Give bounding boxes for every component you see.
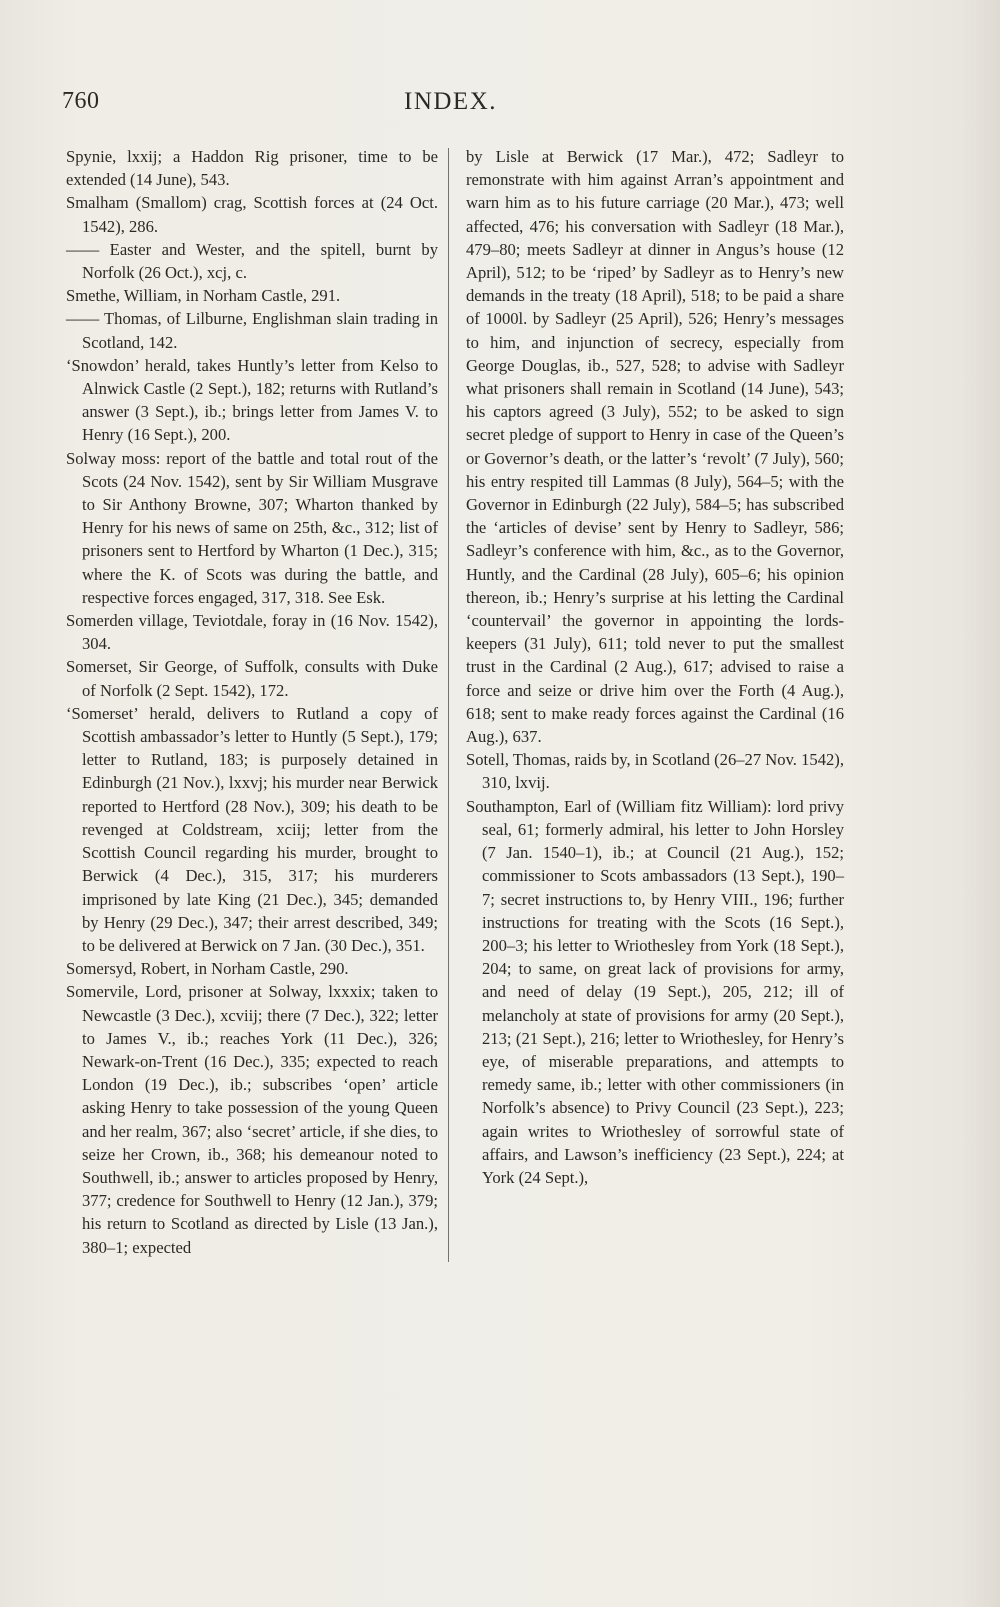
index-subentry: —— Easter and Wester, and the spitell, burnt by Norfolk (26 Oct.), xcj, c. [66, 239, 438, 283]
index-entry: Spynie, lxxij; a Haddon Rig prisoner, time to be extended (14 June), 543. [66, 147, 438, 190]
index-entry: Smalham (Smallom) crag, Scottish forces at (24 Oct. 1542), 286. [66, 193, 438, 236]
right-column [466, 145, 844, 1189]
page-number: 760 [62, 88, 100, 114]
column-divider [448, 148, 449, 1262]
index-entry: by Lisle at Berwick (17 Mar.), 472; Sadleyr to remonstrate with him against Arran’s appointment and warn him as to his future carriage (20 Mar.), 473; well affected, 476; his conversation with Sadleyr (18 Mar.), 479–80; meets Sadleyr at dinner in Angus’s house (12 April), 512; to be ‘riped’ by Sadleyr as to Henry’s new demands in the treaty (18 April), 518; to be paid a share of 1000l. by Sadleyr (25 April), 526; Henry’s messages to him, and injunction of secrecy, especially from George Douglas, ib., 527, 528; to advise with Sadleyr what prisoners shall remain in Scotland (14 June), 543; his captors agreed (3 July), 552; to be asked to sign secret pledge of support to Henry in case of the Queen’s or Governor’s death, or the latter’s ‘revolt’ (7 July), 560; his entry respited till Lammas (8 July), 564–5; with the Governor in Edinburgh (22 July), 584–5; has subscribed the ‘articles of devise’ sent by Henry to Sadleyr, 586; Sadleyr’s conference with him, &c., as to the Governor, Huntly, and the Cardinal (28 July), 605–6; his opinion thereon, ib.; Henry’s surprise at his letting the Cardinal ‘countervail’ the governor in appointing the lords-keepers (31 July), 611; told never to put the smallest trust in the Cardinal (2 Aug.), 617; advised to raise a force and seize or drive him over the Forth (4 Aug.), 618; sent to make ready forces against the Cardinal (16 Aug.), 637. [466, 147, 844, 747]
running-title: INDEX. [404, 88, 498, 115]
index-entry: Somerset, Sir George, of Suffolk, consults with Duke of Norfolk (2 Sept. 1542), 172. [66, 657, 438, 700]
index-subentry: —— Thomas, of Lilburne, Englishman slain trading in Scotland, 142. [66, 309, 438, 352]
index-entry: Somersyd, Robert, in Norham Castle, 290. [66, 959, 349, 979]
page-header [62, 88, 912, 128]
left-column [66, 145, 438, 1259]
index-entry: Southampton, Earl of (William fitz William): lord privy seal, 61; formerly admiral, his letter to John Horsley (7 Jan. 1540–1), ib.; at Council (21 Aug.), 152; commissioner to Scots ambassadors (13 Sept.), 190–7; secret instructions to, by Henry VIII., 196; further instructions for treating with the Scots (16 Sept.), 200–3; his letter to Wriothesley from York (18 Sept.), 204; to same, on great lack of provisions for army, and need of delay (19 Sept.), 205, 212; ill of melancholy at state of provisions for army (20 Sept.), 213; (21 Sept.), 216; letter to Wriothesley, for Henry’s eye, of miserable preparations, and attempts to remedy same, ib.; letter with other commissioners (in Norfolk’s absence) to Privy Council (23 Sept.), 223; again writes to Wriothesley of sorrowful state of affairs, and Lawson’s inefficiency (23 Sept.), 224; at York (24 Sept.), [466, 796, 844, 1187]
index-entry: Smethe, William, in Norham Castle, 291. [66, 286, 341, 306]
index-entry: ‘Snowdon’ herald, takes Huntly’s letter from Kelso to Alnwick Castle (2 Sept.), 182; returns with Rutland’s answer (3 Sept.), ib.; brings letter from James V. to Henry (16 Sept.), 200. [66, 355, 438, 445]
index-entry: ‘Somerset’ herald, delivers to Rutland a copy of Scottish ambassador’s letter to Huntly (5 Sept.), 179; letter to Rutland, 183; is purposely detained in Edinburgh (21 Nov.), lxxvj; his murder near Berwick reported to Hertford (28 Nov.), 309; his death to be revenged at Coldstream, xciij; letter from the Scottish Council regarding his murder, brought to Berwick (4 Dec.), 315, 317; his murderers imprisoned by late King (21 Dec.), 345; demanded by Henry (29 Dec.), 347; their arrest described, 349; to be delivered at Berwick on 7 Jan. (30 Dec.), 351. [66, 703, 438, 955]
index-entry: Somerden village, Teviotdale, foray in (16 Nov. 1542), 304. [66, 611, 438, 654]
index-entry: Solway moss: report of the battle and total rout of the Scots (24 Nov. 1542), sent by Sir William Musgrave to Sir Anthony Browne, 307; Wharton thanked by Henry for his news of same on 25th, &c., 312; list of prisoners sent to Hertford by Wharton (1 Dec.), 315; where the K. of Scots was during the battle, and respective forces engaged, 317, 318. See Esk. [66, 448, 438, 607]
index-entry: Somervile, Lord, prisoner at Solway, lxxxix; taken to Newcastle (3 Dec.), xcviij; there (7 Dec.), 322; letter to James V., ib.; reaches York (11 Dec.), 326; Newark-on-Trent (16 Dec.), 335; expected to reach London (19 Dec.), ib.; subscribes ‘open’ article asking Henry to take possession of the young Queen and her realm, 367; also ‘secret’ article, if she dies, to seize her Crown, ib., 368; his demeanour noted to Southwell, ib.; answer to articles proposed by Henry, 377; credence for Southwell to Henry (12 Jan.), 379; his return to Scotland as directed by Lisle (13 Jan.), 380–1; expected [66, 982, 438, 1257]
index-entry: Sotell, Thomas, raids by, in Scotland (26–27 Nov. 1542), 310, lxvij. [466, 750, 844, 793]
